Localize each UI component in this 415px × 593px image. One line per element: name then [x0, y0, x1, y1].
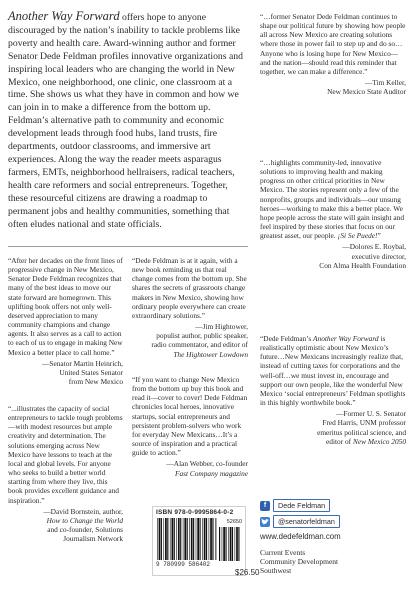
category-list: [260, 548, 338, 575]
barcode-bar: [172, 518, 174, 560]
website-link[interactable]: www.dedefeldman.com: [260, 532, 341, 541]
attribution-name: —Jim Hightower,: [195, 322, 248, 332]
barcode-bar: [232, 527, 233, 561]
blurb-roybal: [260, 158, 406, 270]
blurb-attribution: [260, 78, 406, 96]
barcode-bar: [202, 518, 203, 560]
intro-text: offers hope to anyone discouraged by the nation’s inability to tackle problems like poverty and health care. Award-winning author and former Senator Dede Feldman profiles innovative organizations and inspiring local leaders who are changing the world in New Mexico, one neighborhood, one clinic, one classroom at a time. She shows us what they have in common and how we can join in to make a difference from the bottom up. Feldman’s alternative path to community and economic development leads through food hubs, land trusts, fire departments, outdoor classrooms, and immersive art experiences. Along the way the reader meets asparagus farmers, EMTs, neighborhood hellraisers, radical teachers, health care reformers and social entrepreneurs. Together, these resourceful citizens are drawing a roadmap to permanent jobs and healthy communities, something that often eludes national and state officials.: [8, 12, 243, 230]
quote-text-italic: ¡Si Se Puede!: [337, 231, 378, 241]
attribution-line: executive director,: [351, 251, 406, 261]
quote-text: is realistically optimistic about New Mexico’s future…New Mexicans increasingly realize that, instead of cutting taxes for corporations and the well-off…we must invest in, encourage and support our own people, like the wonderful New Mexico ‘social entrepreneurs’ Feldman spotlights in this highly worthwhile book.”: [260, 334, 406, 408]
barcode-bar: [225, 527, 226, 561]
category-item: Community Development: [260, 557, 339, 566]
barcode-bar: [206, 518, 207, 560]
blurb-attribution: [132, 322, 248, 359]
barcode-bar: [222, 527, 223, 561]
twitter-icon: [260, 517, 270, 527]
barcode-bar: [157, 518, 158, 560]
barcode-bar: [238, 527, 239, 561]
attribution-name: —Former U. S. Senator: [336, 409, 406, 419]
barcode-bar: [196, 518, 197, 560]
barcode-number: 9 780999 586402: [156, 561, 211, 568]
attribution-line: How to Change the World: [46, 515, 123, 525]
price: $26.50: [235, 568, 260, 577]
barcode-bar: [212, 518, 213, 560]
barcode-bar: [230, 527, 232, 561]
quote-text: “Dede Feldman’s: [260, 334, 314, 343]
blurb-quote: “…former Senator Dede Feldman continues to shape our political future by showing how people all across New Mexico are creating solutions where those in power fail to step up and do so…Anyone who is losing hope for New Mexico—and the nation—should read this reminder that together, we can make a difference.”: [260, 12, 406, 76]
attribution-line: United States Senator: [59, 367, 123, 377]
barcode-bar: [191, 518, 193, 560]
blurb-attribution: [8, 359, 123, 386]
attribution-line: Fast Company magazine: [174, 468, 248, 478]
barcode-bar: [209, 518, 210, 560]
attribution-name: —David Bornstein, author,: [43, 506, 123, 516]
attribution-line: and co-founder, Solutions: [47, 525, 123, 535]
attribution-line: radio commentator, and editor of: [151, 340, 248, 350]
barcode-bar: [200, 518, 201, 560]
book-title: Another Way Forward: [8, 9, 120, 23]
isbn-text: ISBN 978-0-9995864-0-2: [156, 509, 234, 516]
facebook-link[interactable]: [260, 499, 330, 512]
facebook-icon: f: [260, 501, 270, 511]
blurb-attribution: [260, 409, 406, 446]
blurb-attribution: [132, 459, 248, 477]
barcode-bar: [174, 518, 175, 560]
barcode-bar: [178, 518, 180, 560]
attribution-line: The Hightower Lowdown: [173, 349, 248, 359]
barcode-addon: 52650: [226, 519, 242, 525]
blurb-quote: [260, 158, 406, 240]
barcode-bar: [228, 527, 229, 561]
barcode-bar: [176, 518, 177, 560]
blurb-harris: [260, 334, 406, 446]
barcode-bar: [197, 518, 199, 560]
barcode-bar: [159, 518, 161, 560]
barcode-bars: [157, 518, 217, 560]
isbn-barcode: [152, 506, 246, 576]
quote-text: “…highlights community-led, innovative solutions to improving health and making progress on other critical priorities in New Mexico. The stories represent only a few of the nonprofits, groups and individuals—our unsung heroes—working to make this a better place. We hope people across the state will gain insight and feel inspired by these stories that focus on our greatest asset, our people.: [260, 158, 404, 241]
blurb-webber: [132, 375, 248, 478]
blurb-quote: “If you want to change New Mexico from the bottom up buy this book and read it—cover to cover! Dede Feldman chronicles local heroes, innovative startups, social entrepreneurs and persistent problem-solvers who work for everyday New Mexicans…It’s a source of inspiration and a practical guide to action.”: [132, 375, 248, 458]
attribution-line: populist author, public speaker,: [156, 331, 248, 341]
blurb-hightower: [132, 256, 248, 359]
barcode-bar: [235, 527, 236, 561]
attribution-text: editor of: [326, 436, 353, 446]
blurb-quote: “Dede Feldman is at it again, with a new book reminding us that real change comes from the bottom up. She shares the secrets of grassroots change makers in New Mexico, showing how ordinary people everywhere can create extraordinary solutions.”: [132, 256, 247, 320]
barcode-bar: [180, 518, 181, 560]
section-divider: [8, 246, 248, 247]
attribution-name: —Tim Keller,: [364, 78, 406, 88]
twitter-link[interactable]: [260, 515, 340, 528]
barcode-bar: [170, 518, 171, 560]
attribution-line: Fred Harris, UNM professor: [322, 418, 406, 428]
facebook-handle: Dede Feldman: [273, 499, 330, 512]
blurb-attribution: [260, 242, 406, 269]
quote-end: ”: [377, 231, 381, 241]
barcode-bar: [167, 518, 168, 560]
barcode-bar: [183, 518, 184, 560]
intro-paragraph: [8, 10, 250, 231]
category-item: Current Events: [260, 548, 306, 557]
attribution-name: —Alan Webber, co-founder: [166, 459, 248, 469]
blurb-bornstein: [8, 404, 123, 543]
category-item: Southwest: [260, 566, 292, 575]
blurb-quote: “...illustrates the capacity of social entrepreneurs to tackle tough problems—with modest resources but ample creativity and determination. The solutions emerging across New Mexico have lessons to teach at the local and global levels. For anyone who seeks to build a better world starting from where they live, this book provides excellent guidance and inspiration.”: [8, 404, 123, 505]
blurb-keller: [260, 12, 406, 96]
barcode-bar: [193, 518, 194, 560]
blurb-quote: [260, 334, 406, 407]
barcode-bar: [189, 518, 190, 560]
attribution-text-italic: New Mexico 2050: [352, 436, 406, 446]
barcode-addon-bars: [219, 527, 241, 561]
quote-text-italic: Another Way Forward: [313, 334, 379, 343]
barcode-bar: [165, 518, 167, 560]
attribution-line: Con Alma Health Foundation: [319, 260, 406, 270]
twitter-handle: @senatorfeldman: [273, 515, 340, 528]
blurb-heinrich: [8, 256, 123, 386]
barcode-bar: [236, 527, 238, 561]
attribution-line: [260, 437, 406, 446]
attribution-name: —Dolores E. Roybal,: [342, 242, 406, 252]
attribution-line: Journalism Network: [63, 534, 123, 544]
barcode-bar: [161, 518, 162, 560]
attribution-line: emeritus political science, and: [317, 427, 406, 437]
barcode-bar: [223, 527, 225, 561]
barcode-bar: [204, 518, 206, 560]
blurb-attribution: [8, 507, 123, 544]
attribution-name: —Senator Martin Heinrich,: [42, 358, 123, 368]
barcode-bar: [187, 518, 188, 560]
barcode-bar: [215, 518, 216, 560]
blurb-quote: “After her decades on the front lines of progressive change in New Mexico, Senator Dede Feldman recognizes that many of the best ideas to move our state forward are homegrown. This uplifting book offers not only well-deserved appreciation to many community champions and change agents. It also serves as a call to action to each of us to engage in making New Mexico a better place to call home.”: [8, 256, 123, 357]
barcode-bar: [163, 518, 164, 560]
attribution-line: New Mexico State Auditor: [327, 87, 406, 97]
attribution-line: from New Mexico: [68, 377, 123, 387]
barcode-bar: [210, 518, 212, 560]
barcode-bar: [219, 527, 220, 561]
barcode-bar: [184, 518, 186, 560]
